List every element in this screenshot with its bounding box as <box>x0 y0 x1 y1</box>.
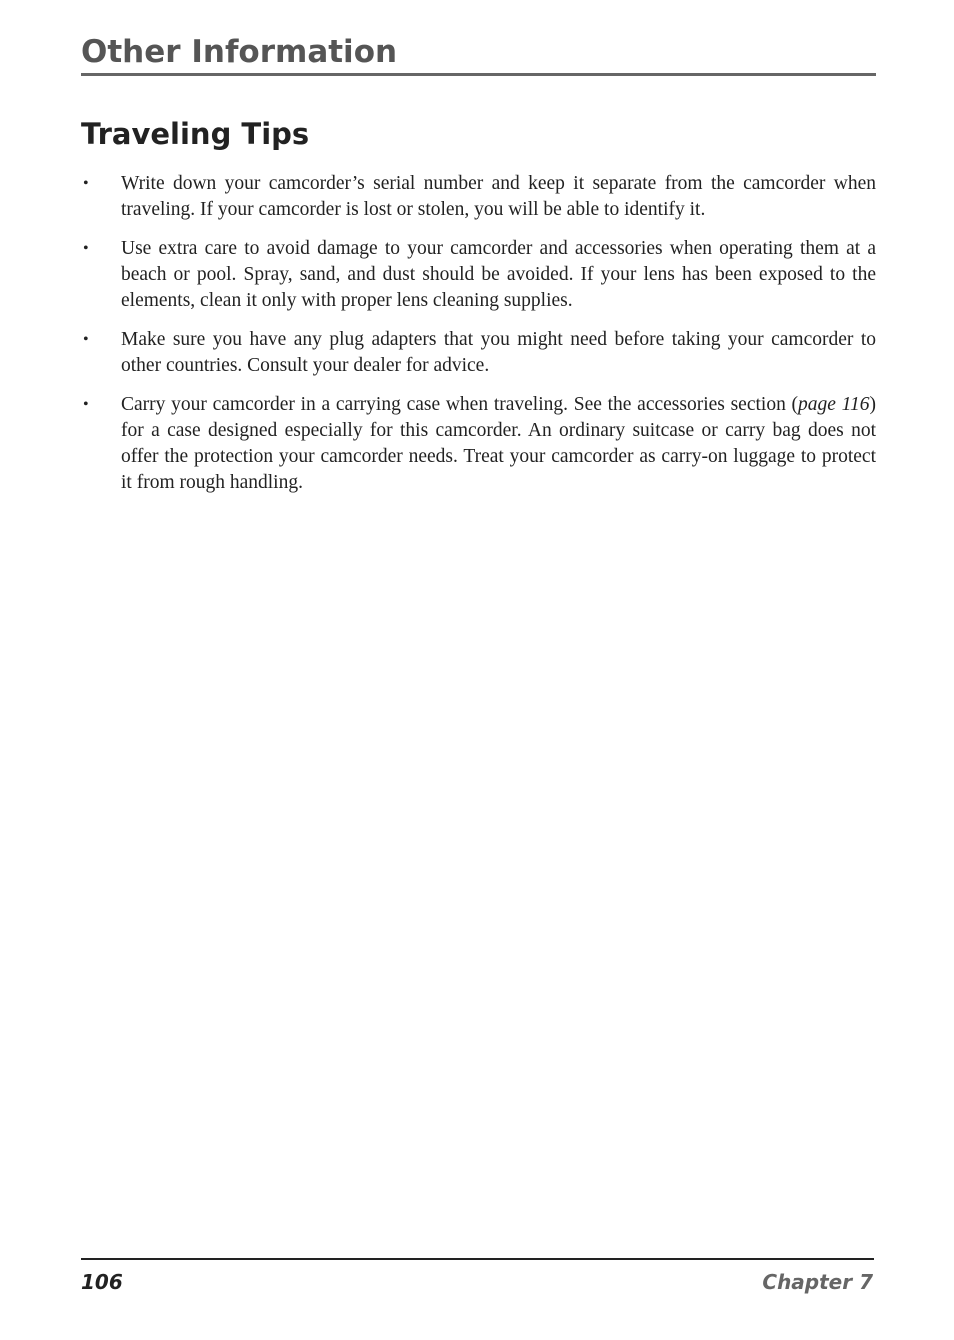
footer-rule <box>81 1258 874 1260</box>
section-title: Traveling Tips <box>81 117 310 151</box>
chapter-label: Chapter 7 <box>762 1270 873 1294</box>
running-header-title: Other Information <box>81 34 398 70</box>
tip-serial-number <box>81 171 876 223</box>
header-rule <box>81 73 876 76</box>
tip-text: Make sure you have any plug adapters that you might need before taking your camcorder to other countries. Consult your dealer for advice. <box>121 329 876 376</box>
tip-text-after: ) for a case designed especially for this camcorder. An ordinary suitcase or carry bag does not offer the protection your camcorder needs. Treat your camcorder as carry-on luggage to protect it from rough handling. <box>121 394 876 493</box>
bullet-glyph: • <box>83 175 89 192</box>
tips-list <box>81 171 876 509</box>
page-number: 106 <box>81 1270 123 1294</box>
bullet-glyph: • <box>83 331 89 348</box>
bullet-glyph: • <box>83 396 89 413</box>
page-reference-link[interactable]: page 116 <box>798 394 870 415</box>
bullet-glyph: • <box>83 240 89 257</box>
tip-text: Use extra care to avoid damage to your camcorder and accessories when operating them at a beach or pool. Spray, sand, and dust should be avoided. If your lens has been exposed to the elements, clean it only with proper lens cleaning supplies. <box>121 238 876 311</box>
tip-plug-adapters <box>81 327 876 379</box>
tip-carrying-case <box>81 392 876 496</box>
tip-text-before: Carry your camcorder in a carrying case when traveling. See the accessories section ( <box>121 394 799 415</box>
tip-text: Write down your camcorder’s serial number and keep it separate from the camcorder when traveling. If your camcorder is lost or stolen, you will be able to identify it. <box>121 173 876 220</box>
tip-beach-care <box>81 236 876 314</box>
